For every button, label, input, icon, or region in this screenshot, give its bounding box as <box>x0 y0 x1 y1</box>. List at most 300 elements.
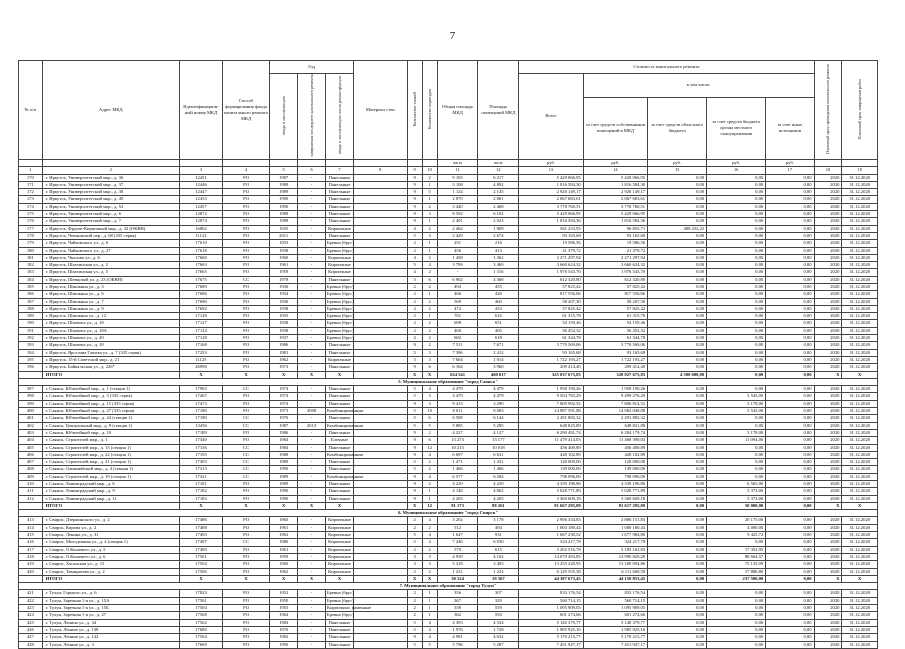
header-entrances-label: Количество подъездов <box>427 88 433 129</box>
table-cell: 1938 <box>270 305 298 312</box>
table-cell: 9 <box>407 218 422 225</box>
table-cell: 0,00 <box>766 211 814 218</box>
table-cell <box>353 561 407 568</box>
table-cell: 2020 <box>814 305 842 312</box>
table-cell: 560 714,15 <box>583 597 647 604</box>
table-cell: РО <box>222 356 269 363</box>
table-cell: 0,00 <box>766 488 814 495</box>
table-cell: 6 902 <box>437 276 478 283</box>
table-cell: 182 <box>19 262 43 269</box>
table-cell: 1 985 925,16 <box>583 626 647 633</box>
table-cell: г. Иркутск, Шишкина ул., д. 7 <box>42 298 179 305</box>
table-cell: 5 <box>407 532 422 539</box>
table-cell: Панельные <box>326 189 354 196</box>
table-cell: Панельные <box>326 211 354 218</box>
table-cell: РО <box>222 437 269 444</box>
table-cell: 2020 <box>814 225 842 232</box>
unit-m2: кв.м <box>478 159 519 166</box>
table-cell: 2020 <box>814 429 842 436</box>
table-cell: 0,00 <box>766 218 814 225</box>
table-cell: 0,00 <box>707 619 766 626</box>
table-cell: г. Саянск, Ленинградский мкр., д. 11 <box>42 495 179 502</box>
table-cell <box>353 634 407 641</box>
table-cell: 3 202 <box>437 517 478 524</box>
table-cell <box>353 641 407 648</box>
table-cell: СС <box>222 539 269 546</box>
table-cell: г. Свирск, Дзержинского ул., д. 2 <box>42 517 179 524</box>
table-cell: 412 <box>19 495 43 502</box>
table-cell: 1 958 190,26 <box>519 386 583 393</box>
table-cell: 5 <box>407 276 422 283</box>
table-cell: Панельные <box>326 495 354 502</box>
table-cell: Бревна (брус) <box>327 247 354 253</box>
table-cell: 9 <box>407 181 422 188</box>
table-cell: г. Тулун, Заречная 1-я ул., д. 15Б <box>42 605 179 612</box>
header-floors-label: Количество этажей <box>412 91 418 127</box>
table-cell: 4 368 <box>478 276 519 283</box>
table-cell: 178 <box>19 232 43 239</box>
table-cell: 31.12.2020 <box>842 605 878 612</box>
table-cell: 56 452,32 <box>519 327 583 334</box>
table-row <box>19 451 878 458</box>
table-cell: 61 315,78 <box>583 313 647 320</box>
table-cell: 12874 <box>180 218 223 225</box>
table-cell: 3 770 569,06 <box>583 342 647 349</box>
table-cell: 2 145 <box>478 189 519 196</box>
table-cell: 5 <box>422 189 437 196</box>
table-cell: 120 000,00 <box>583 459 647 466</box>
table-cell: 2020 <box>814 400 842 407</box>
table-cell: 0,00 <box>766 400 814 407</box>
table-cell: 1 431 <box>478 459 519 466</box>
table-cell: 0,00 <box>766 590 814 597</box>
table-cell: 9 <box>407 211 422 218</box>
table-cell: 612 320,80 <box>519 276 583 283</box>
table-cell: 0,00 <box>707 225 766 232</box>
table-cell: 2020 <box>814 349 842 356</box>
table-cell: 0,00 <box>766 429 814 436</box>
table-cell: 2020 <box>814 276 842 283</box>
table-cell <box>353 524 407 531</box>
table-cell: 9 <box>407 481 422 488</box>
table-cell: 0,00 <box>707 459 766 466</box>
table-cell: г. Иркутск, Чайковского ул., д. 27 <box>42 247 179 254</box>
table-cell: 421 <box>19 590 43 597</box>
table-cell: 411 <box>19 488 43 495</box>
column-number: 14 <box>583 167 647 174</box>
table-cell: 2020 <box>814 641 842 648</box>
table-cell: - <box>298 276 326 283</box>
table-cell: 17488 <box>180 524 223 531</box>
table-row <box>19 386 878 393</box>
table-cell: 460 <box>437 327 478 334</box>
table-cell: 2020 <box>814 451 842 458</box>
table-cell: 798 096,00 <box>583 473 647 480</box>
table-cell: 0,00 <box>648 349 707 356</box>
table-cell <box>353 335 407 342</box>
table-cell: 0,00 <box>648 291 707 298</box>
table-cell: 0,00 <box>648 568 707 575</box>
table-cell: г. Иркутск, Чешковский пер., д. 68 (335 серия) <box>42 232 179 239</box>
table-cell: г. Свирск, О.Кошевого ул., д. 6 <box>42 553 179 560</box>
table-cell <box>353 189 407 196</box>
table-cell: 5 <box>407 262 422 269</box>
table-cell: 17 886,80 <box>707 568 766 575</box>
table-cell: 4 <box>407 254 422 261</box>
table-cell: 1 976 543,70 <box>519 269 583 276</box>
table-cell <box>353 575 407 582</box>
table-cell: 31.12.2020 <box>842 364 878 371</box>
table-cell: 0,00 <box>766 502 814 509</box>
table-cell: РО <box>222 174 269 181</box>
table-cell: г. Иркутск, Шишкина ул., д. 3 <box>42 283 179 290</box>
table-row <box>19 408 878 415</box>
table-cell: 31.12.2020 <box>842 444 878 451</box>
table-cell: 5 <box>422 422 437 429</box>
table-cell: 2020 <box>814 546 842 553</box>
table-cell: 251 <box>437 240 478 247</box>
table-cell: 75 135,09 <box>707 561 766 568</box>
table-cell: 0,00 <box>766 371 814 378</box>
table-cell: 184 <box>19 276 43 283</box>
table-cell: г. Иркутск, Шпачека ул., д. 18А <box>42 327 179 334</box>
table-row <box>19 481 878 488</box>
table-cell: 17486 <box>180 517 223 524</box>
table-cell: 4 <box>407 225 422 232</box>
table-cell <box>353 371 407 378</box>
table-cell: 0,00 <box>648 174 707 181</box>
table-cell: Бревна (брус) <box>327 597 354 603</box>
table-cell: 0,00 <box>766 408 814 415</box>
table-cell: РО <box>222 254 269 261</box>
table-cell: 1974 <box>270 393 298 400</box>
table-cell: 10 <box>422 408 437 415</box>
table-cell: 2 861 <box>478 196 519 203</box>
table-cell: 31.12.2020 <box>842 459 878 466</box>
table-cell: РО <box>222 546 269 553</box>
table-cell: Бревна (брус) <box>327 320 354 326</box>
header-year-last-label: завершения последнего капитального ремонта <box>309 74 315 157</box>
table-cell: 425 <box>19 619 43 626</box>
table-cell: 2020 <box>814 481 842 488</box>
table-cell: 31.12.2020 <box>842 590 878 597</box>
table-cell: 0,00 <box>766 481 814 488</box>
table-cell: г. Тулун, Заречная 1-я ул., д. 27 <box>42 612 179 619</box>
table-cell: 2 291 882,32 <box>519 415 583 422</box>
table-cell <box>353 532 407 539</box>
header-deadline-label: Плановый срок завершения работ <box>857 78 863 140</box>
table-cell: 93 165,68 <box>519 232 583 239</box>
table-cell: X <box>814 502 842 509</box>
table-cell: 1984 <box>270 437 298 444</box>
table-cell: 9 103 <box>437 174 478 181</box>
table-cell: 1 004 180,44 <box>519 524 583 531</box>
table-cell <box>353 415 407 422</box>
table-cell: 5 <box>407 539 422 546</box>
table-cell: РО <box>222 262 269 269</box>
table-cell: 5 140 379,77 <box>583 619 647 626</box>
table-cell: 2 <box>422 254 437 261</box>
total-row <box>19 371 878 378</box>
table-cell: 17181 <box>180 481 223 488</box>
table-cell: 3 178,00 <box>707 400 766 407</box>
table-cell: 2 <box>407 335 422 342</box>
unit-rub: руб. <box>519 159 583 166</box>
header-cost-group: Стоимость капитального ремонта <box>519 61 814 74</box>
table-cell: 1 <box>422 291 437 298</box>
table-cell: 0,00 <box>707 605 766 612</box>
table-cell: 9 504 783,29 <box>519 393 583 400</box>
table-cell: 17663 <box>180 262 223 269</box>
table-cell: 8 011 <box>437 408 478 415</box>
table-cell: 6 <box>422 276 437 283</box>
table-cell <box>353 400 407 407</box>
table-cell: 2 <box>422 320 437 327</box>
table-cell: РО <box>222 619 269 626</box>
table-cell: СС <box>222 444 269 451</box>
table-cell: 0,00 <box>766 283 814 290</box>
table-cell: 2020 <box>814 590 842 597</box>
table-cell: 31.12.2020 <box>842 612 878 619</box>
table-cell: 0,00 <box>707 626 766 633</box>
table-cell: 0,00 <box>707 597 766 604</box>
table-cell: 3 185 163,83 <box>583 546 647 553</box>
table-cell: 0,00 <box>707 298 766 305</box>
table-cell: 561 233,93 <box>519 225 583 232</box>
table-cell: 2020 <box>814 459 842 466</box>
table-cell: 19 586,56 <box>519 240 583 247</box>
section-title: 6. Муниципальное образование "город Свирск" <box>19 510 878 517</box>
table-cell: 17128 <box>180 335 223 342</box>
table-cell: 362 <box>437 612 478 619</box>
table-cell: - <box>298 327 326 334</box>
table-cell: 6 111 668,58 <box>583 568 647 575</box>
table-cell: 2020 <box>814 313 842 320</box>
table-cell: 0,00 <box>707 276 766 283</box>
table-cell: РО <box>222 634 269 641</box>
table-row <box>19 561 878 568</box>
table-cell: 4 <box>422 262 437 269</box>
table-cell: 2020 <box>814 291 842 298</box>
table-cell: 31.12.2020 <box>842 437 878 444</box>
table-cell: 3 <box>422 232 437 239</box>
table-cell <box>353 546 407 553</box>
table-cell <box>353 626 407 633</box>
table-cell: 31.12.2020 <box>842 481 878 488</box>
table-cell: X <box>222 575 269 582</box>
table-cell: 648 825,89 <box>519 422 583 429</box>
table-cell: 6 129 555,38 <box>519 568 583 575</box>
table-cell: 0,00 <box>707 356 766 363</box>
table-cell: 17564 <box>180 634 223 641</box>
total-row <box>19 502 878 509</box>
table-cell: X <box>407 575 422 582</box>
table-cell: 2020 <box>814 619 842 626</box>
table-cell <box>353 291 407 298</box>
table-row <box>19 546 878 553</box>
table-cell: 426 <box>19 626 43 633</box>
table-cell: 1987 <box>270 422 298 429</box>
table-cell: РО <box>222 590 269 597</box>
table-cell: 4 000,00 <box>707 524 766 531</box>
table-row <box>19 626 878 633</box>
table-cell: 817 556,66 <box>583 291 647 298</box>
table-row <box>19 466 878 473</box>
table-cell: 17823 <box>180 590 223 597</box>
table-cell: 3 469 <box>478 262 519 269</box>
table-cell: 0,00 <box>707 371 766 378</box>
table-cell: 423 <box>19 605 43 612</box>
table-cell: 5 <box>407 626 422 633</box>
table-cell: 31.12.2020 <box>842 291 878 298</box>
table-cell: 0,00 <box>707 218 766 225</box>
table-cell: 0,00 <box>648 546 707 553</box>
table-cell: г. Иркутск, 15-й Советской мкр., д. 21 <box>42 356 179 363</box>
table-cell: 6 144 <box>478 415 519 422</box>
table-cell: 1989 <box>270 459 298 466</box>
table-cell: 189 <box>19 313 43 320</box>
table-cell: 2 468 <box>478 203 519 210</box>
table-cell: - <box>298 626 326 633</box>
table-cell: 31.12.2020 <box>842 561 878 568</box>
table-cell <box>353 364 407 371</box>
table-cell: РО <box>222 211 269 218</box>
table-cell: 0,00 <box>648 605 707 612</box>
header-cost-total: Всего <box>519 74 583 160</box>
table-cell: 5 <box>407 466 422 473</box>
table-cell: - <box>298 356 326 363</box>
table-cell: 57 825,42 <box>519 305 583 312</box>
table-cell: 0,00 <box>648 539 707 546</box>
table-cell: 2 067 683,61 <box>583 196 647 203</box>
table-cell: 17180 <box>180 415 223 422</box>
table-cell: 0,00 <box>648 466 707 473</box>
table-cell: 2020 <box>814 532 842 539</box>
table-cell: 0,00 <box>766 232 814 239</box>
table-cell: - <box>298 532 326 539</box>
table-cell: г. Свирск, Молодежная ул., д. 4 (секция 1) <box>42 539 179 546</box>
column-number: 1 <box>19 167 43 174</box>
table-cell: 4 062 <box>478 488 519 495</box>
header-cost-region: за счет средств областного бюджета <box>648 97 707 159</box>
table-cell: 88 664,57 <box>707 553 766 560</box>
table-cell: 367 <box>437 597 478 604</box>
table-cell: 1 958 190,26 <box>583 386 647 393</box>
table-cell: 6 284 179,74 <box>583 429 647 436</box>
table-cell: X <box>842 502 878 509</box>
table-cell: 17303 <box>180 459 223 466</box>
table-cell: РО <box>222 495 269 502</box>
table-cell: 31.12.2020 <box>842 568 878 575</box>
table-cell: 5 318 <box>437 561 478 568</box>
table-row <box>19 459 878 466</box>
table-cell: 0,00 <box>766 495 814 502</box>
table-cell: г. Иркутск, Шпачека ул., д. 18 <box>42 320 179 327</box>
table-cell <box>353 327 407 334</box>
table-cell: 0,00 <box>766 181 814 188</box>
table-cell: 420 102,89 <box>519 451 583 458</box>
table-cell: г. Иркутск, Чкалова ул., д. 6 <box>42 254 179 261</box>
header-area-living: Площадь помещений МКД <box>478 61 519 160</box>
table-cell: 397 <box>19 386 43 393</box>
table-cell: Комбинированные <box>327 473 364 479</box>
table-row <box>19 327 878 334</box>
table-cell: 4 479 <box>437 393 478 400</box>
table-cell: 0,00 <box>648 211 707 218</box>
table-cell: 0,00 <box>648 502 707 509</box>
table-cell: 329 <box>478 597 519 604</box>
table-cell: 9 425,72 <box>707 532 766 539</box>
table-cell: 1938 <box>270 247 298 254</box>
table-cell: 2020 <box>814 568 842 575</box>
table-cell: 0,00 <box>766 634 814 641</box>
table-cell: 2 <box>422 335 437 342</box>
table-cell <box>353 313 407 320</box>
table-cell: Панельные <box>326 444 354 451</box>
table-cell: 0,00 <box>766 575 814 582</box>
table-cell: 419 <box>19 561 43 568</box>
table-cell: Бревна (брус) <box>327 327 354 333</box>
page-number: 7 <box>449 30 456 42</box>
table-cell: 1960 <box>270 517 298 524</box>
table-cell <box>353 539 407 546</box>
table-cell: 2008 <box>298 408 326 415</box>
table-cell: 5 796 <box>437 641 478 648</box>
table-cell: 417 <box>19 546 43 553</box>
table-cell: 320 927 673,83 <box>583 371 647 378</box>
table-cell: 512 <box>437 524 478 531</box>
table-cell: Панельные <box>326 174 354 181</box>
table-cell: 426 <box>478 291 519 298</box>
table-cell: 2 <box>422 225 437 232</box>
table-cell: 31.12.2020 <box>842 626 878 633</box>
table-cell: 31.12.2020 <box>842 597 878 604</box>
table-cell <box>353 174 407 181</box>
header-year-recon <box>326 74 354 160</box>
table-cell: 0,00 <box>766 422 814 429</box>
table-cell: г. Саянск, Юбилейный мкр., д. 15 (335 серия) <box>42 400 179 407</box>
table-cell: РО <box>222 327 269 334</box>
table-cell: 5 285 <box>478 422 519 429</box>
table-row <box>19 400 878 407</box>
table-cell: 12447 <box>180 189 223 196</box>
table-cell: X <box>270 575 298 582</box>
table-cell: 0,00 <box>707 232 766 239</box>
table-cell: Бревна (брус) <box>327 313 354 319</box>
table-cell: 9 <box>407 174 422 181</box>
table-cell: 4 229 <box>437 481 478 488</box>
table-cell: 17501 <box>180 553 223 560</box>
table-cell: 1 <box>422 597 437 604</box>
table-cell <box>353 247 407 254</box>
table-cell: 0,00 <box>707 335 766 342</box>
table-cell: 1 728 <box>478 626 519 633</box>
table-cell: 0,00 <box>707 174 766 181</box>
column-number: 15 <box>648 167 707 174</box>
table-cell: 17473 <box>180 400 223 407</box>
table-cell: 4 <box>422 626 437 633</box>
table-cell: 2 906 334,83 <box>519 517 583 524</box>
table-cell: 0,00 <box>648 488 707 495</box>
table-cell: 88 261 <box>478 502 519 509</box>
table-cell: 54 159,46 <box>519 320 583 327</box>
table-cell: 2020 <box>814 283 842 290</box>
table-cell: 6 102 <box>478 211 519 218</box>
table-cell <box>353 437 407 444</box>
table-cell: 6 577 <box>437 473 478 480</box>
table-cell: 179 <box>19 240 43 247</box>
table-cell: 17690 <box>180 298 223 305</box>
